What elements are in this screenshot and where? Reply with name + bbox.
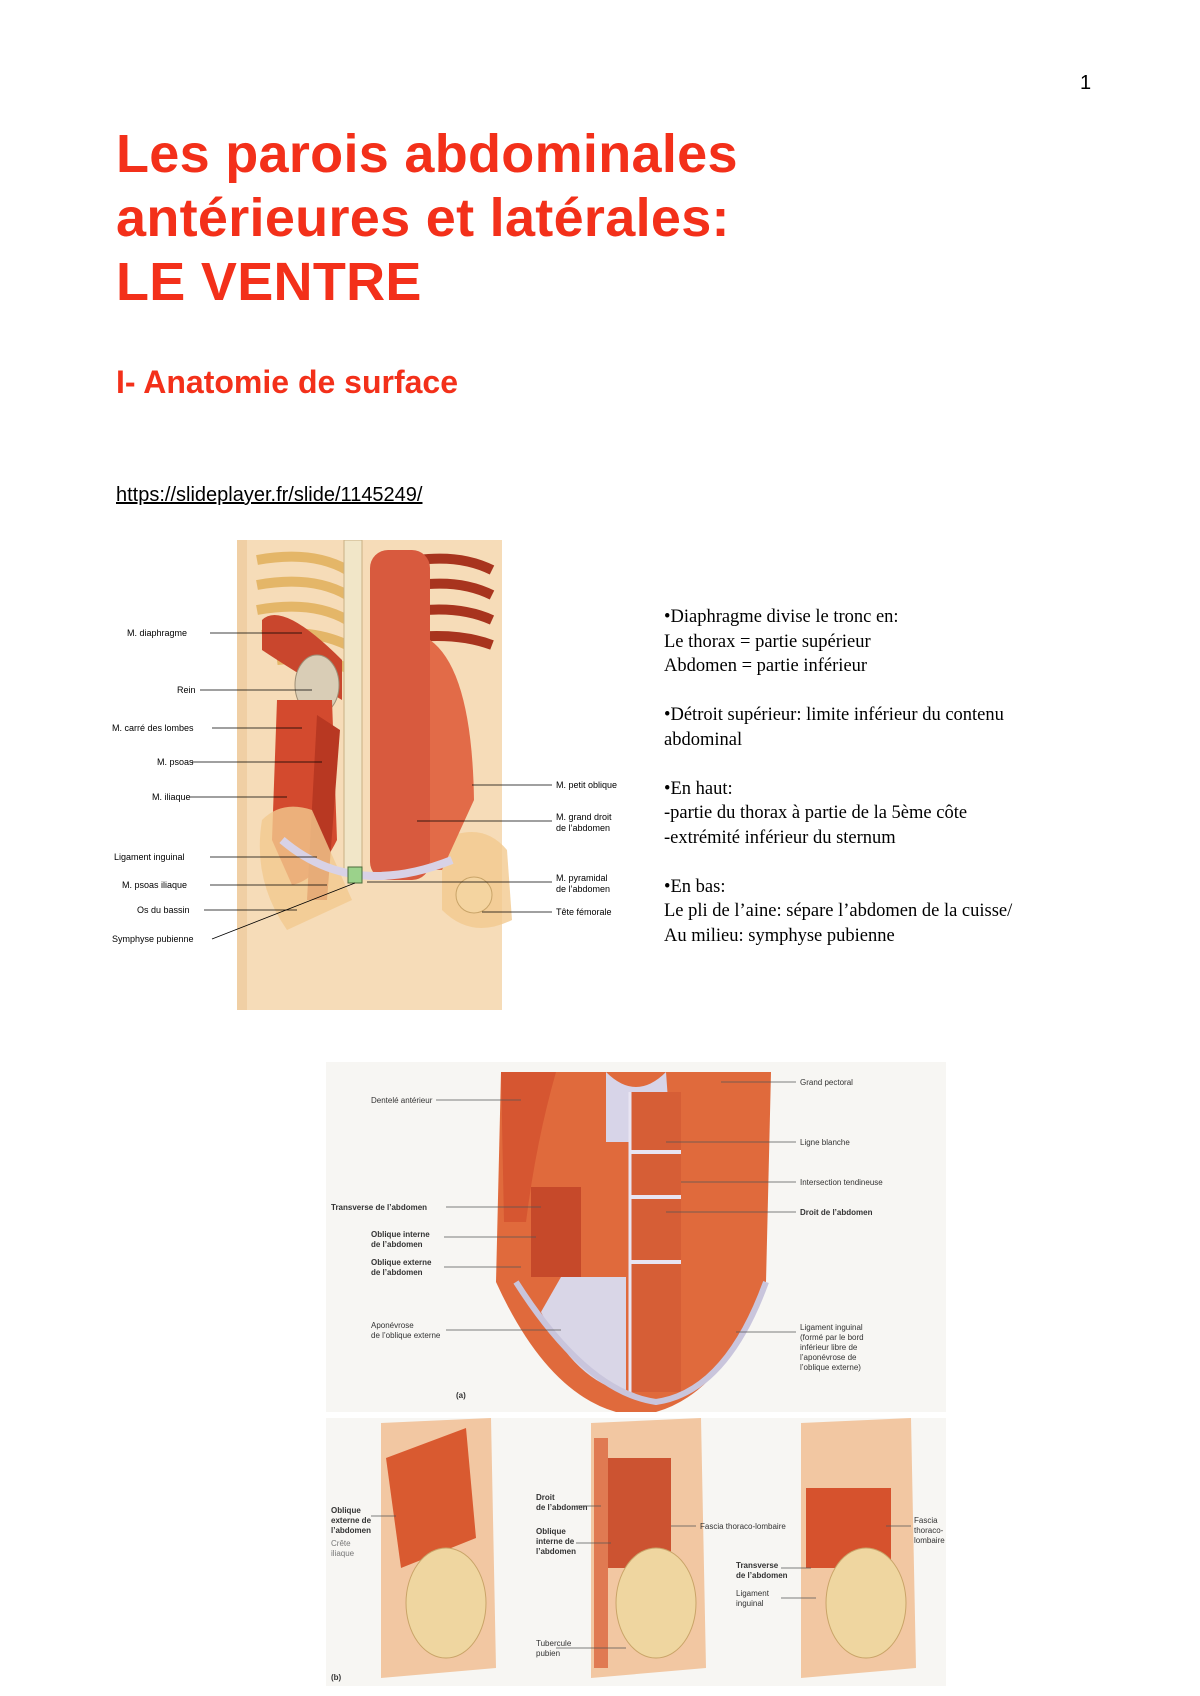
label-aponeurosis-2: de l’oblique externe (371, 1331, 441, 1340)
p2-label-8: pubien (536, 1649, 561, 1658)
figure1-right-labels (556, 780, 617, 917)
p2-label-2: de l’abdomen (536, 1503, 588, 1512)
label-external-oblique-1: Oblique externe (371, 1258, 432, 1267)
lateral-panel-3 (801, 1418, 916, 1678)
p2-label-1: Droit (536, 1493, 555, 1502)
label-kidney: Rein (177, 685, 196, 695)
p3-label-5: de l’abdomen (736, 1571, 788, 1580)
note-line: -extrémité inférieur du sternum (664, 827, 896, 848)
figure3-caption: (b) (331, 1673, 342, 1682)
rectus-side (594, 1438, 608, 1668)
label-ligament-4: l’aponévrose de (800, 1353, 857, 1362)
label-ligament-1: Ligament inguinal (800, 1323, 863, 1332)
note-line: Abdomen = partie inférieur (664, 656, 868, 676)
p1-label-3: l’abdomen (331, 1526, 372, 1535)
label-diaphragm: M. diaphragme (127, 628, 188, 638)
note-lower-limit (664, 875, 1134, 949)
note-line: •Détroit supérieur: limite inférieur du contenu (664, 705, 1004, 725)
figure2-caption: (a) (456, 1391, 466, 1400)
p3-label-2: thoraco- (914, 1526, 944, 1535)
p2-label-4: interne de (536, 1537, 575, 1546)
label-pectoralis: Grand pectoral (800, 1078, 853, 1087)
p3-label-7: inguinal (736, 1599, 764, 1608)
p2-label-3: Oblique (536, 1527, 566, 1536)
section-heading: I- Anatomie de surface (116, 364, 459, 400)
label-ligament-3: inférieur libre de (800, 1343, 858, 1352)
label-internal-oblique-1: Oblique interne (371, 1230, 430, 1239)
label-ligament-5: l’oblique externe) (800, 1363, 861, 1372)
figure-abdominal-wall-anterior (326, 1062, 946, 1412)
label-transversus: Transverse de l’abdomen (331, 1203, 428, 1212)
p3-label-1: Fascia (914, 1516, 938, 1525)
label-internal-oblique: M. petit oblique (556, 780, 618, 790)
note-line: •Diaphragme divise le tronc en: (664, 607, 899, 627)
p2-label-6: Fascia thoraco-lombaire (700, 1522, 786, 1531)
pelvis-2 (616, 1548, 696, 1658)
title-line-2: antérieures et latérales: (116, 188, 730, 248)
p2-label-5: l’abdomen (536, 1547, 577, 1556)
note-line: Le pli de l’aine: sépare l’abdomen de la cuisse/ (664, 901, 1013, 921)
label-inguinal-ligament: Ligament inguinal (114, 852, 185, 862)
p1-label-5: iliaque (331, 1549, 355, 1558)
p1-label-1: Oblique (331, 1506, 361, 1515)
note-line: Le thorax = partie supérieur (664, 631, 871, 652)
anatomy-notes (664, 605, 1134, 973)
rectus-abdominis (631, 1092, 681, 1392)
page-title (116, 122, 738, 314)
p2-label-7: Tubercule (536, 1639, 572, 1648)
figure-abdominal-wall-deep (112, 540, 632, 1010)
lateral-panel-1 (381, 1418, 496, 1678)
label-iliopsoas: M. psoas iliaque (122, 880, 188, 890)
figure-abdominal-wall-lateral (326, 1418, 946, 1686)
title-line-3: LE VENTRE (116, 252, 422, 312)
page-number: 1 (1080, 72, 1092, 94)
note-line: Au milieu: symphyse pubienne (664, 925, 895, 946)
pelvis-1 (406, 1548, 486, 1658)
label-aponeurosis-1: Aponévrose (371, 1321, 414, 1330)
note-superior-strait (664, 703, 1134, 752)
p3-label-6: Ligament (736, 1589, 769, 1598)
note-line: -partie du thorax à partie de la 5ème côte (664, 803, 968, 823)
label-rectus-line2: de l’abdomen (556, 823, 611, 833)
note-upper-limit (664, 777, 1134, 851)
label-internal-oblique-2: de l’abdomen (371, 1240, 423, 1249)
label-ligament-2: (formé par le bord (800, 1333, 864, 1342)
pelvis-3 (826, 1548, 906, 1658)
label-pyramidalis-line2: de l’abdomen (556, 884, 611, 894)
lateral-panel-2 (591, 1418, 706, 1678)
p1-label-4: Crête (331, 1539, 351, 1548)
label-psoas: M. psoas (157, 757, 194, 767)
rectus-abdominis-muscle (370, 550, 430, 880)
label-intersection: Intersection tendineuse (800, 1178, 883, 1187)
p3-label-4: Transverse (736, 1561, 779, 1570)
label-linea-alba: Ligne blanche (800, 1138, 850, 1147)
note-line: abdominal (664, 729, 743, 750)
label-rectus: Droit de l’abdomen (800, 1208, 873, 1217)
label-femoral-head: Tête fémorale (556, 907, 612, 917)
label-quadratus: M. carré des lombes (112, 723, 194, 733)
p1-label-2: externe de (331, 1516, 372, 1525)
label-pelvic-bone: Os du bassin (137, 905, 190, 915)
figure1-left-labels (112, 628, 196, 944)
transversus-abdominis (531, 1187, 581, 1277)
label-pubic-symphysis: Symphyse pubienne (112, 934, 194, 944)
label-iliac: M. iliaque (152, 792, 191, 802)
femoral-head (456, 877, 492, 913)
label-rectus-line1: M. grand droit (556, 812, 612, 822)
source-link[interactable]: https://slideplayer.fr/slide/1145249/ (116, 484, 423, 506)
p3-label-3: lombaire (914, 1536, 945, 1545)
note-line: •En bas: (664, 876, 726, 897)
label-pyramidalis-line1: M. pyramidal (556, 873, 608, 883)
pubic-symphysis (348, 867, 362, 883)
label-external-oblique-2: de l’abdomen (371, 1268, 423, 1277)
title-line-1: Les parois abdominales (116, 124, 738, 184)
note-line: •En haut: (664, 778, 733, 799)
label-serratus: Dentelé antérieur (371, 1096, 433, 1105)
spine (344, 540, 362, 870)
note-diaphragm (664, 605, 1134, 679)
